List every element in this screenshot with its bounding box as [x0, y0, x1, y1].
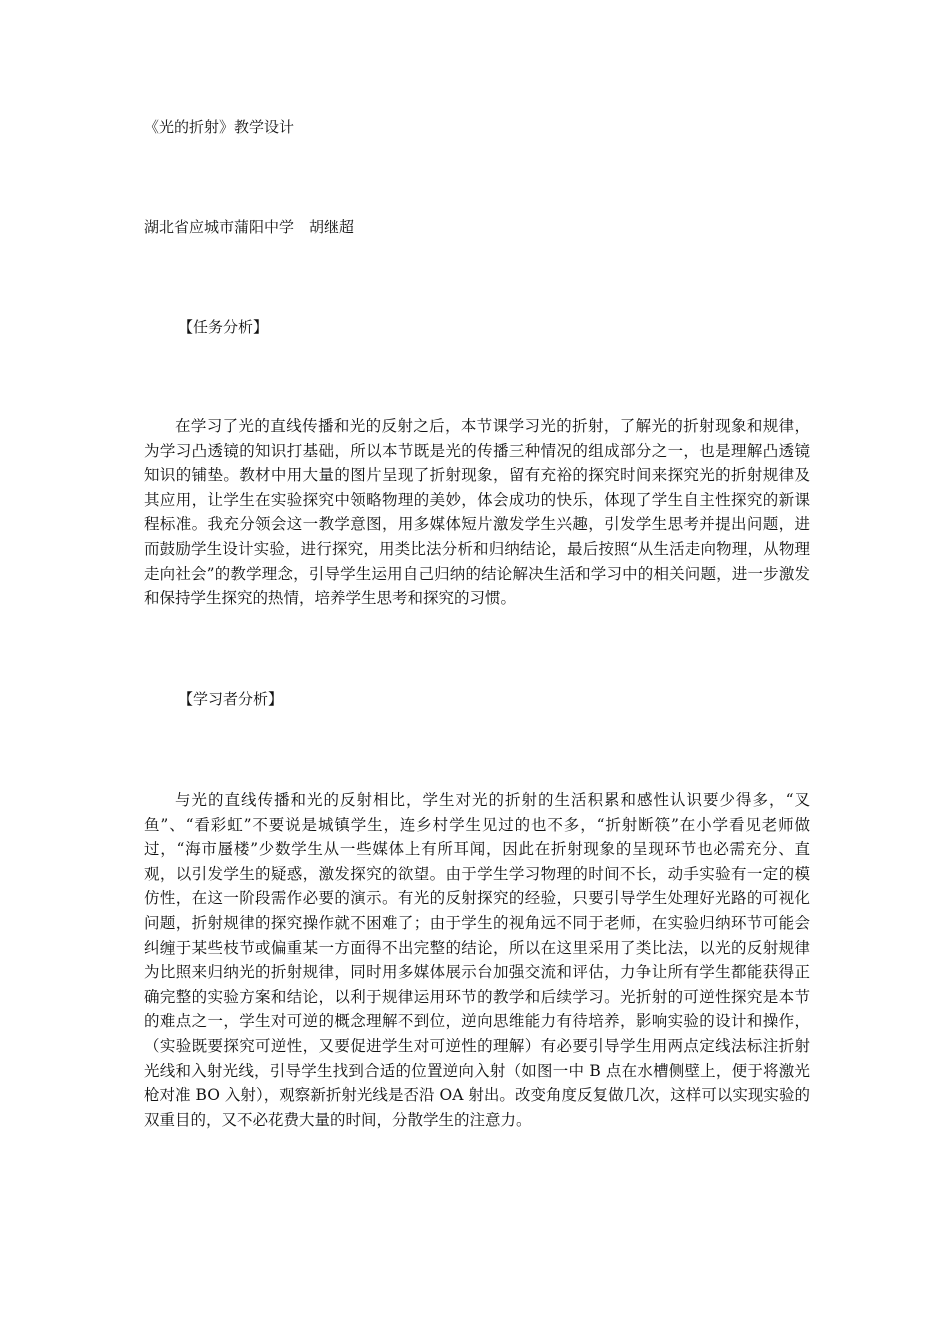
section-body-task-analysis: 在学习了光的直线传播和光的反射之后，本节课学习光的折射，了解光的折射现象和规律，为学习凸透镜的知识打基础，所以本节既是光的传播三种情况的组成部分之一，也是理解凸透镜知识的铺垫。教材中用大量的图片呈现了折射现象，留有充裕的探究时间来探究光的折射规律及其应用，让学生在实验探究中领略物理的美妙，体会成功的快乐，体现了学生自主性探究的新课程标准。我充分领会这一教学意图，用多媒体短片激发学生兴趣，引发学生思考并提出问题，进而鼓励学生设计实验，进行探究，用类比法分析和归纳结论，最后按照“从生活走向物理，从物理走向社会”的教学理念，引导学生运用自己归纳的结论解决生活和学习中的相关问题，进一步激发和保持学生探究的热情，培养学生思考和探究的习惯。: [144, 417, 810, 608]
section-heading-learner-analysis: 【学习者分析】: [178, 690, 284, 708]
document-title: 《光的折射》教学设计: [144, 118, 295, 136]
section-body-learner-analysis: 与光的直线传播和光的反射相比，学生对光的折射的生活积累和感性认识要少得多，“叉鱼”、“看彩虹”不要说是城镇学生，连乡村学生见过的也不多，“折射断筷”在小学看见老师做过，“海市蜃楼”少数学生从一些媒体上有所耳闻，因此在折射现象的呈现环节也必需充分、直观，以引发学生的疑惑，激发探究的欲望。由于学生学习物理的时间不长，动手实验有一定的模仿性，在这一阶段需作必要的演示。有光的反射探究的经验，只要引导学生处理好光路的可视化问题，折射规律的探究操作就不困难了；由于学生的视角远不同于老师，在实验归纳环节可能会纠缠于某些枝节或偏重某一方面得不出完整的结论，所以在这里采用了类比法，以光的反射规律为比照来归纳光的折射规律，同时用多媒体展示台加强交流和评估，力争让所有学生都能获得正确完整的实验方案和结论，以利于规律运用环节的教学和后续学习。光折射的可逆性探究是本节的难点之一，学生对可逆的概念理解不到位，逆向思维能力有待培养，影响实验的设计和操作，（实验既要探究可逆性，又要促进学生对可逆性的理解）有必要引导学生用两点定线法标注折射光线和入射光线，引导学生找到合适的位置逆向入射（如图一中 B 点在水槽侧壁上，便于将激光枪对准 BO 入射），观察新折射光线是否沿 OA 射出。改变角度反复做几次，这样可以实现实验的双重目的，又不必花费大量的时间，分散学生的注意力。: [144, 791, 810, 1129]
author-line: 湖北省应城市蒲阳中学 胡继超: [144, 218, 355, 236]
section-heading-task-analysis: 【任务分析】: [178, 318, 269, 336]
